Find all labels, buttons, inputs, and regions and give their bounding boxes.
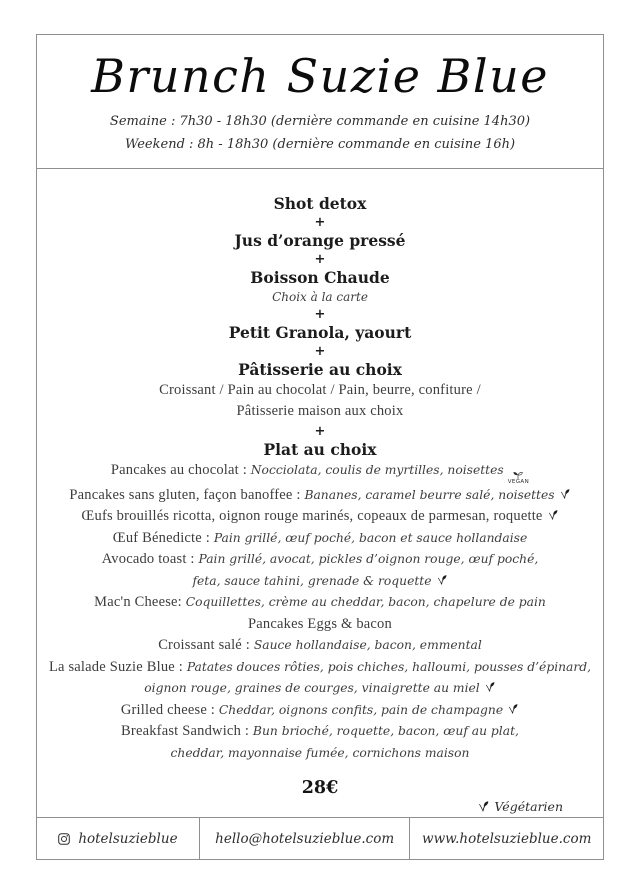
website-cell (409, 818, 603, 859)
dish-name: Avocado toast : (101, 551, 195, 567)
dish-breakfast-sandwich (37, 721, 603, 743)
vegetarian-leaf-icon (484, 681, 496, 694)
dish-mac-n-cheese (37, 592, 603, 614)
plus-separator: + (314, 251, 326, 267)
dish-description: Cheddar, oignons confits, pain de champagne (218, 702, 504, 717)
plus-separator: + (314, 306, 326, 322)
dish-name: Breakfast Sandwich : (121, 723, 250, 739)
hot-drink-note: Choix à la carte (272, 289, 368, 304)
dish-grilled-cheese (37, 700, 603, 722)
plus-separator: + (314, 423, 326, 439)
menu-price: 28€ (301, 778, 339, 798)
page-title: Brunch Suzie Blue (91, 49, 549, 103)
course-pastry: Pâtisserie au choix (238, 360, 402, 379)
dish-oeufs-brouilles (37, 506, 603, 528)
pastry-options-line-2: Pâtisserie maison aux choix (236, 403, 404, 419)
dish-pancakes-banoffee (37, 485, 603, 507)
dish-name: Mac'n Cheese: (94, 594, 182, 610)
course-main-dish: Plat au choix (263, 440, 377, 459)
email-cell (199, 818, 410, 859)
dish-name: Pancakes au chocolat : (110, 461, 247, 478)
dish-pancakes-eggs-bacon (37, 614, 603, 636)
menu-card (36, 34, 604, 860)
course-shot-detox: Shot detox (273, 194, 367, 213)
dish-croissant-sale (37, 635, 603, 657)
dish-oeuf-benedicte (37, 528, 603, 550)
dish-description: Coquillettes, crème au cheddar, bacon, chapelure de pain (185, 595, 546, 609)
dish-name: Œuf Bénedicte : (112, 529, 210, 546)
vegetarian-leaf-icon (507, 703, 519, 716)
course-hot-drink: Boisson Chaude (250, 268, 390, 287)
dish-description: cheddar, mayonnaise fumée, cornichons maison (170, 745, 470, 760)
dish-description: Sauce hollandaise, bacon, emmental (253, 638, 482, 652)
dish-avocado-toast-line-2 (37, 571, 603, 593)
dish-name: Croissant salé : (158, 637, 250, 653)
vegetarian-legend (37, 799, 603, 814)
hours-weekdays: Semaine : 7h30 - 18h30 (dernière commande en cuisine 14h30) (109, 114, 531, 129)
vegetarian-leaf-icon (559, 488, 571, 501)
menu-body (37, 169, 603, 817)
dish-salade-suzie-blue (37, 657, 603, 679)
website-url: www.hotelsuzieblue.com (422, 830, 592, 847)
dish-description: Pain grillé, œuf poché, bacon et sauce hollandaise (213, 530, 528, 545)
contact-footer (37, 817, 603, 859)
instagram-handle: hotelsuzieblue (78, 830, 178, 847)
course-orange-juice: Jus d’orange pressé (234, 231, 406, 250)
dish-description: oignon rouge, graines de courges, vinaigrette au miel (144, 681, 480, 695)
dish-description: Nocciolata, coulis de myrtilles, noisettes (250, 462, 504, 477)
dish-description: Bun brioché, roquette, bacon, œuf au plat, (252, 724, 519, 738)
dish-name: La salade Suzie Blue : (48, 658, 183, 675)
dish-description: Bananes, caramel beurre salé, noisettes (304, 487, 555, 502)
vegetarian-leaf-icon (477, 800, 490, 814)
dish-name: Pancakes sans gluten, façon banoffee : (69, 486, 301, 503)
email-address: hello@hotelsuzieblue.com (215, 830, 395, 847)
course-granola: Petit Granola, yaourt (228, 323, 412, 342)
plus-separator: + (314, 343, 326, 359)
dish-description: Pain grillé, avocat, pickles d’oignon rouge, œuf poché, (198, 552, 539, 566)
instagram-icon (58, 833, 70, 845)
vegan-icon-label: VEGAN (507, 478, 530, 485)
plus-separator: + (314, 214, 326, 230)
vegetarian-leaf-icon (436, 574, 448, 587)
opening-hours (37, 110, 603, 156)
dish-avocado-toast (37, 549, 603, 571)
instagram-cell (37, 818, 199, 859)
dish-name: Œufs brouillés ricotta, oignon rouge marinés, copeaux de parmesan, roquette (81, 508, 543, 524)
menu-header (37, 35, 603, 169)
dish-salade-suzie-blue-line-2 (37, 678, 603, 700)
dish-pancakes-chocolat (37, 460, 603, 485)
dish-name: Grilled cheese : (120, 701, 216, 718)
dish-breakfast-sandwich-line-2 (37, 743, 603, 765)
vegetarian-legend-label: Végétarien (494, 799, 563, 814)
vegetarian-leaf-icon (547, 509, 559, 522)
pastry-options-line-1: Croissant / Pain au chocolat / Pain, beurre, confiture / (159, 381, 481, 398)
dish-name: Pancakes Eggs & bacon (248, 615, 392, 632)
dish-description: feta, sauce tahini, grenade & roquette (192, 573, 432, 588)
dish-description: Patates douces rôties, pois chiches, halloumi, pousses d’épinard, (186, 659, 592, 674)
hours-weekend: Weekend : 8h - 18h30 (dernière commande en cuisine 16h) (124, 137, 516, 152)
vegan-icon (508, 471, 529, 485)
